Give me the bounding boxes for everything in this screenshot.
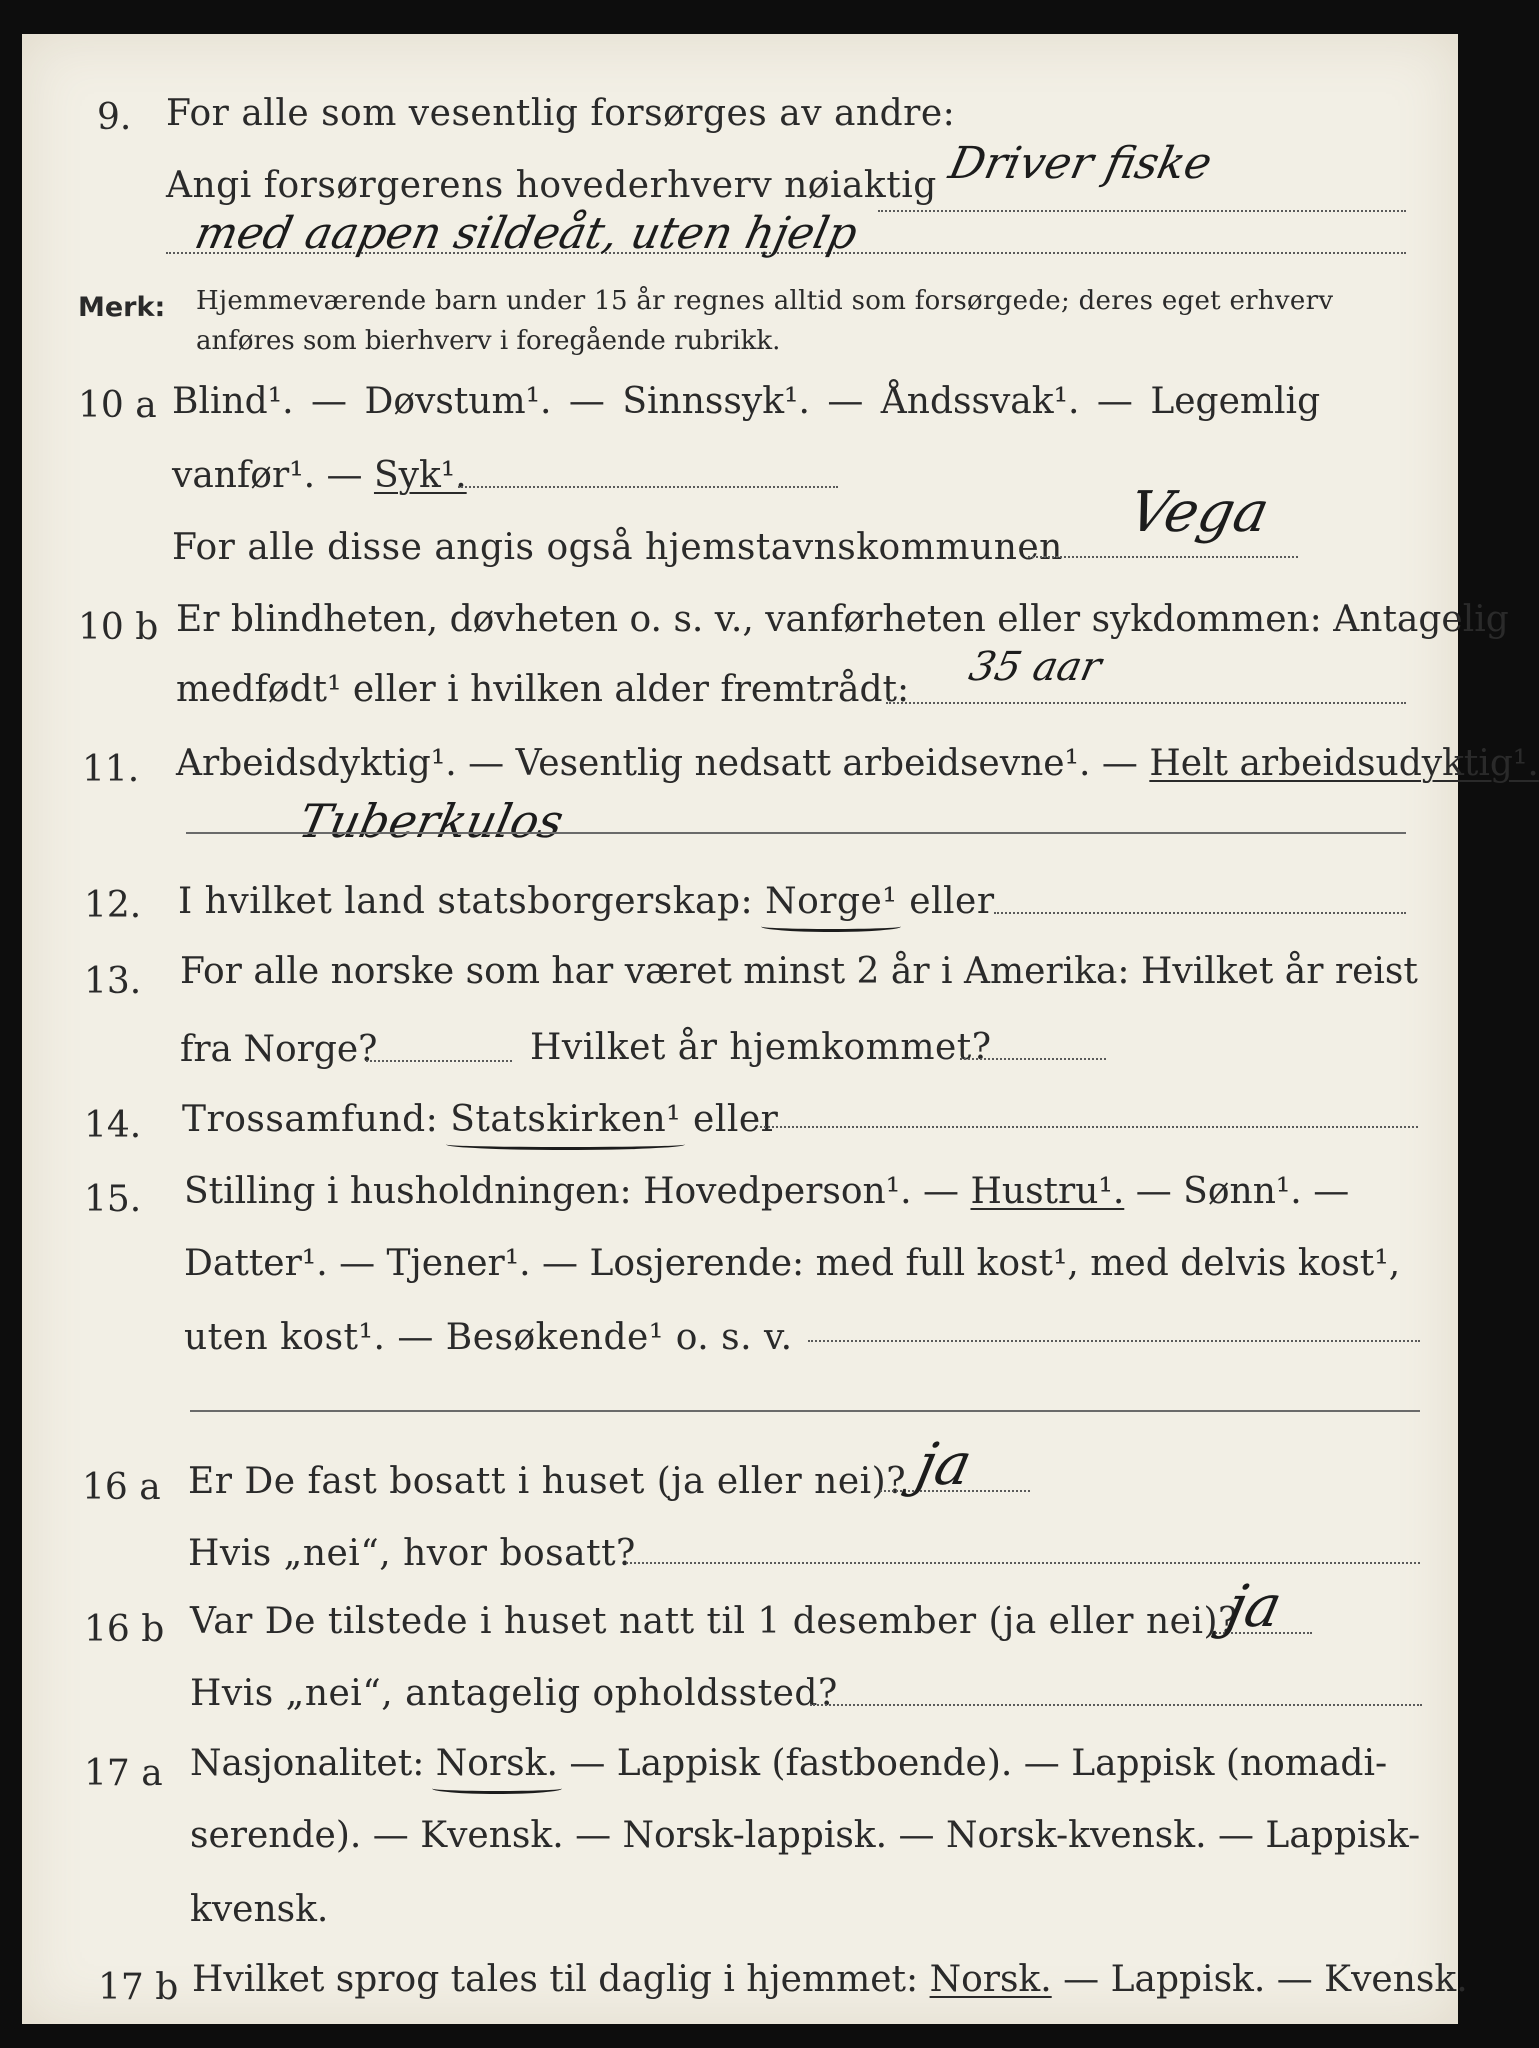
q9-line1: For alle som vesentlig forsørges av andre: bbox=[166, 93, 956, 134]
q17a-line1 bbox=[190, 1742, 1387, 1786]
q16a-number: 16 a bbox=[82, 1467, 161, 1508]
q17b-text-post: — Lappisk. — Kvensk. bbox=[1051, 1959, 1468, 2000]
q16b-line2: Hvis „nei“, antagelig opholdssted? bbox=[190, 1673, 838, 1714]
q9-handwritten-answer2: med aapen sildeåt, uten hjelp bbox=[190, 208, 862, 259]
q16b-line1: Var De tilstede i huset natt til 1 desember (ja eller nei)? bbox=[190, 1601, 1238, 1642]
q9-handwritten-answer1: Driver fiske bbox=[944, 138, 1217, 189]
q12-text-pre: I hvilket land statsborgerskap: bbox=[178, 881, 766, 922]
q12-text-post: eller bbox=[897, 881, 995, 922]
q12-text bbox=[178, 880, 995, 924]
q17b-text-pre: Hvilket sprog tales til daglig i hjemmet: bbox=[192, 1959, 930, 2000]
q10b-line1: Er blindheten, døvheten o. s. v., vanførheten eller sykdommen: Antagelig bbox=[176, 599, 1509, 640]
q16a-bosatt-line bbox=[626, 1562, 1420, 1564]
q13-number: 13. bbox=[84, 961, 142, 1002]
q11-answer-line bbox=[186, 832, 1406, 834]
q14-text bbox=[182, 1098, 778, 1142]
merk-line1: Hjemmeværende barn under 15 år regnes alltid som forsørgede; deres eget erhverv bbox=[196, 286, 1334, 316]
q15-extra-line bbox=[190, 1410, 1420, 1412]
q17b-marked-norsk: Norsk. bbox=[929, 1959, 1052, 2000]
q15-line3: uten kost¹. — Besøkende¹ o. s. v. bbox=[184, 1317, 793, 1358]
q15-line1-post: — Sønn¹. — bbox=[1124, 1171, 1350, 1212]
q17b-text bbox=[192, 1958, 1468, 2002]
q10a-line1: Blind¹. — Døvstum¹. — Sinnssyk¹. — Åndssvak¹. — Legemlig bbox=[172, 381, 1321, 422]
q10a-marked-syk: Syk¹. bbox=[373, 455, 467, 496]
merk-label: Merk: bbox=[78, 292, 166, 323]
q13-line2b: Hvilket år hjemkommet? bbox=[530, 1027, 992, 1068]
q9-answer-line1 bbox=[878, 210, 1406, 212]
q17a-line3: kvensk. bbox=[190, 1889, 329, 1930]
q16b-handwritten-answer: ja bbox=[1220, 1572, 1288, 1640]
q12-answer-line bbox=[994, 912, 1406, 914]
q14-answer-line bbox=[760, 1126, 1418, 1128]
q10a-line2 bbox=[172, 454, 467, 498]
q13-line1: For alle norske som har været minst 2 år i Amerika: Hvilket år reist bbox=[180, 951, 1418, 992]
q11-number: 11. bbox=[82, 749, 140, 790]
q11-line1 bbox=[176, 742, 1539, 786]
q10a-line2-dots bbox=[458, 486, 838, 488]
q10a-line2-text: vanfør¹. — bbox=[172, 455, 374, 496]
q9-number: 9. bbox=[97, 97, 132, 138]
q11-marked-helt-arbeidsudyktig: Helt arbeidsudyktig¹. bbox=[1149, 743, 1539, 784]
q12-number: 12. bbox=[84, 885, 142, 926]
q16a-handwritten-answer: ja bbox=[910, 1430, 978, 1498]
q16b-number: 16 b bbox=[84, 1609, 165, 1650]
q10b-handwritten-answer: 35 aar bbox=[965, 644, 1106, 690]
q14-text-post: eller bbox=[681, 1099, 779, 1140]
q15-line2: Datter¹. — Tjener¹. — Losjerende: med full kost¹, med delvis kost¹, bbox=[184, 1243, 1401, 1284]
q11-handwritten-answer: Tuberkulos bbox=[294, 794, 569, 848]
q15-number: 15. bbox=[84, 1179, 142, 1220]
q10b-answer-line bbox=[886, 702, 1406, 704]
q17a-marked-norsk: Norsk. bbox=[435, 1743, 558, 1784]
q14-text-pre: Trossamfund: bbox=[182, 1099, 451, 1140]
q17b-number: 17 b bbox=[98, 1967, 179, 2008]
q10b-number: 10 b bbox=[78, 607, 159, 648]
q17a-number: 17 a bbox=[84, 1753, 163, 1794]
q15-marked-hustru: Hustru¹. bbox=[970, 1171, 1125, 1212]
q11-line1-text: Arbeidsdyktig¹. — Vesentlig nedsatt arbeidsevne¹. — bbox=[176, 743, 1150, 784]
q13-hjemkommet-line bbox=[960, 1058, 1106, 1060]
q17a-line1-text: Nasjonalitet: bbox=[190, 1743, 436, 1784]
q17a-line1-post: — Lappisk (fastboende). — Lappisk (nomadi- bbox=[557, 1743, 1388, 1784]
q10a-number: 10 a bbox=[78, 385, 157, 426]
q15-line1-text: Stilling i husholdningen: Hovedperson¹. — bbox=[184, 1171, 971, 1212]
merk-line2: anføres som bierhverv i foregående rubrikk. bbox=[196, 326, 781, 356]
q16b-opholdssted-line bbox=[810, 1704, 1422, 1706]
q14-marked-statskirken: Statskirken¹ bbox=[450, 1099, 682, 1140]
q13-reist-line bbox=[366, 1060, 512, 1062]
q15-answer-line bbox=[808, 1340, 1420, 1342]
q10a-line3: For alle disse angis også hjemstavnskommunen bbox=[172, 527, 1063, 568]
q17a-line2: serende). — Kvensk. — Norsk-lappisk. — Norsk-kvensk. — Lappisk- bbox=[190, 1815, 1421, 1856]
q14-number: 14. bbox=[84, 1105, 142, 1146]
q16a-line1: Er De fast bosatt i huset (ja eller nei)? bbox=[188, 1461, 907, 1502]
q15-line1 bbox=[184, 1170, 1349, 1214]
q16a-line2: Hvis „nei“, hvor bosatt? bbox=[188, 1533, 636, 1574]
q10a-handwritten-answer: Vega bbox=[1123, 480, 1275, 545]
q10b-line2: medfødt¹ eller i hvilken alder fremtrådt: bbox=[176, 669, 910, 710]
q10a-answer-line bbox=[1028, 556, 1298, 558]
q12-marked-norge: Norge¹ bbox=[765, 881, 898, 922]
q13-line2a: fra Norge? bbox=[180, 1029, 378, 1070]
q9-line2: Angi forsørgerens hovederhverv nøiaktig bbox=[166, 165, 937, 206]
